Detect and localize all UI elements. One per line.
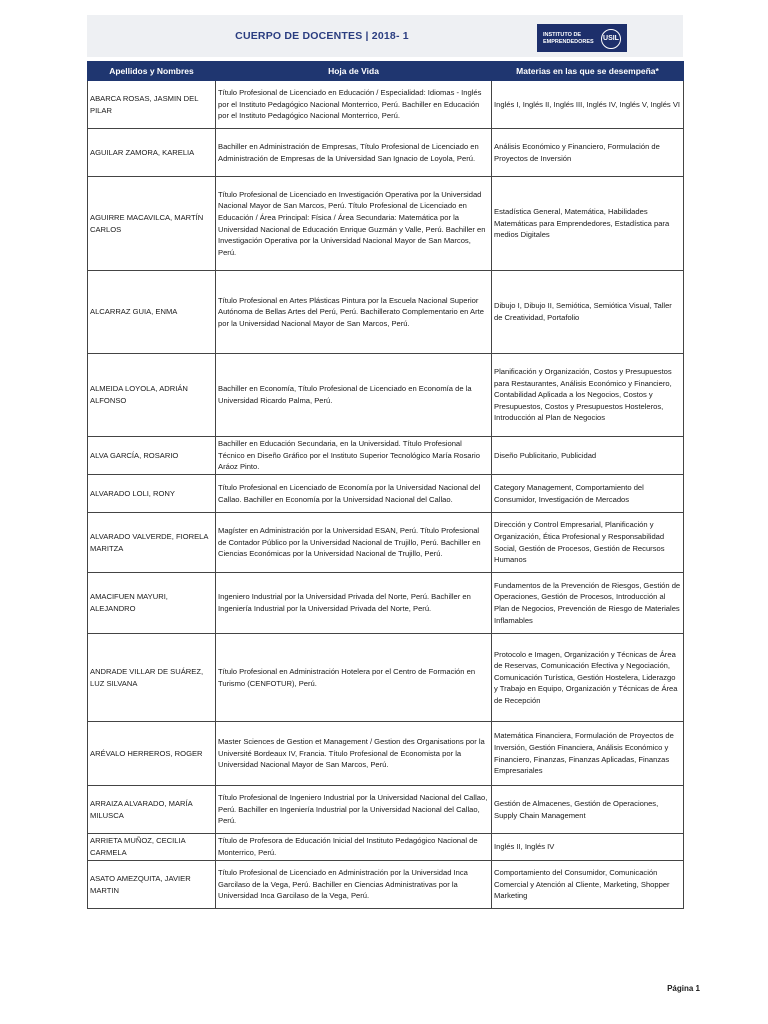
cell-cv: Bachiller en Administración de Empresas, Título Profesional de Licenciado en Administración de Empresas de la Universidad San Ignacio de Loyola, Perú. [216,129,492,177]
cell-cv: Título Profesional de Ingeniero Industrial por la Universidad Nacional del Callao, Perú. Bachiller en Ingeniería Industrial por la Universidad Nacional del Callao, Perú. [216,786,492,834]
institute-logo [537,24,627,52]
table-row [88,271,684,354]
table-row [88,786,684,834]
cell-subjects: Análisis Económico y Financiero, Formulación de Proyectos de Inversión [492,129,684,177]
cell-subjects: Gestión de Almacenes, Gestión de Operaciones, Supply Chain Management [492,786,684,834]
table-row [88,573,684,634]
table-row [88,722,684,786]
cell-name: ALVA GARCÍA, ROSARIO [88,437,216,475]
table-row [88,81,684,129]
cell-cv: Título de Profesora de Educación Inicial del Instituto Pedagógico Nacional de Monterrico, Perú. [216,834,492,861]
cell-subjects: Inglés I, Inglés II, Inglés III, Inglés IV, Inglés V, Inglés VI [492,81,684,129]
cell-cv: Título Profesional de Licenciado en Educación / Especialidad: Idiomas - Inglés por el Instituto Pedagógico Nacional Monterrico, Perú. Bachiller en Educación por el Instituto Pedagógico Nacional Monterrico, Perú. [216,81,492,129]
cell-subjects: Protocolo e Imagen, Organización y Técnicas de Área de Reservas, Comunicación Efectiva y Negociación, Comunicación Turística, Gestión Hostelera, Liderazgo y Trabajo en Equipo, Organización y Técnicas de Área de Recepción [492,634,684,722]
table-row [88,834,684,861]
cell-subjects: Matemática Financiera, Formulación de Proyectos de Inversión, Gestión Financiera, Análisis Económico y Financiero, Finanzas, Finanzas Aplicadas, Finanzas Empresariales [492,722,684,786]
table-row [88,634,684,722]
cell-cv: Bachiller en Educación Secundaria, en la Universidad. Título Profesional Técnico en Diseño Gráfico por el Instituto Superior Tecnológico María Rosario Aráoz Pinto. [216,437,492,475]
column-header-subjects: Materias en las que se desempeña* [492,62,684,81]
table-row [88,354,684,437]
cell-cv: Ingeniero Industrial por la Universidad Privada del Norte, Perú. Bachiller en Ingeniería Industrial por la Universidad Privada del Norte, Perú. [216,573,492,634]
cell-subjects: Category Management, Comportamiento del Consumidor, Investigación de Mercados [492,475,684,513]
table-row [88,129,684,177]
cell-cv: Título Profesional en Administración Hotelera por el Centro de Formación en Turismo (CENFOTUR), Perú. [216,634,492,722]
cell-subjects: Dirección y Control Empresarial, Planificación y Organización, Ética Profesional y Responsabilidad Social, Gestión de Procesos, Gestión de Recursos Humanos [492,513,684,573]
table-row [88,861,684,909]
cell-subjects: Diseño Publicitario, Publicidad [492,437,684,475]
cell-name: ALMEIDA LOYOLA, ADRIÁN ALFONSO [88,354,216,437]
cell-cv: Bachiller en Economía, Título Profesional de Licenciado en Economía de la Universidad Ricardo Palma, Perú. [216,354,492,437]
cell-name: ANDRADE VILLAR DE SUÁREZ, LUZ SILVANA [88,634,216,722]
cell-cv: Título Profesional de Licenciado en Investigación Operativa por la Universidad Nacional Mayor de San Marcos, Perú. Título Profesional de Licenciado en Educación / Área Principal: Física / Área Secundaria: Matemática por la Universidad Nacional de Educación Enrique Guzmán y Valle, Perú. Bachiller en Investigación Operativa por la Universidad Nacional Mayor de San Marcos, Perú. [216,177,492,271]
logo-mark: USIL [601,29,621,49]
cell-name: ASATO AMEZQUITA, JAVIER MARTIN [88,861,216,909]
cell-subjects: Inglés II, Inglés IV [492,834,684,861]
column-header-cv: Hoja de Vida [216,62,492,81]
table-header-row [88,62,684,81]
cell-name: ALVARADO VALVERDE, FIORELA MARITZA [88,513,216,573]
cell-name: ABARCA ROSAS, JASMIN DEL PILAR [88,81,216,129]
faculty-table [87,61,684,909]
cell-name: AMACIFUEN MAYURI, ALEJANDRO [88,573,216,634]
cell-name: ARRAIZA ALVARADO, MARÍA MILUSCA [88,786,216,834]
cell-subjects: Comportamiento del Consumidor, Comunicación Comercial y Atención al Cliente, Marketing, Shopper Marketing [492,861,684,909]
table-row [88,437,684,475]
cell-name: ALVARADO LOLI, RONY [88,475,216,513]
cell-subjects: Planificación y Organización, Costos y Presupuestos para Restaurantes, Análisis Económico y Financiero, Contabilidad Aplicada a los Negocios, Costos y Presupuestos, Costos y Presupuestos Hosteleros, Introducción al Plan de Negocios [492,354,684,437]
table-row [88,475,684,513]
cell-subjects: Fundamentos de la Prevención de Riesgos, Gestión de Operaciones, Gestión de Procesos, Introducción al Plan de Negocios, Prevención de Riesgo de Materiales Inflamables [492,573,684,634]
cell-name: AGUILAR ZAMORA, KARELIA [88,129,216,177]
document-header [87,15,683,57]
cell-cv: Título Profesional en Licenciado de Economía por la Universidad Nacional del Callao. Bachiller en Economía por la Universidad Nacional del Callao. [216,475,492,513]
cell-cv: Magíster en Administración por la Universidad ESAN, Perú. Título Profesional de Contador Público por la Universidad Nacional de Trujillo, Perú. Bachiller en Ciencias Económicas por la Universidad Nacional de Trujillo, Perú. [216,513,492,573]
table-row [88,177,684,271]
cell-subjects: Dibujo I, Dibujo II, Semiótica, Semiótica Visual, Taller de Creatividad, Portafolio [492,271,684,354]
cell-name: AGUIRRE MACAVILCA, MARTÍN CARLOS [88,177,216,271]
cell-cv: Master Sciences de Gestion et Management / Gestion des Organisations por la Université Bordeaux IV, Francia. Título Profesional de Economista por la Universidad Nacional Mayor de San Marcos, Perú. [216,722,492,786]
logo-text: INSTITUTO DE EMPRENDEDORES [543,32,594,45]
cell-cv: Título Profesional en Artes Plásticas Pintura por la Escuela Nacional Superior Autónoma de Bellas Artes del Perú, Perú. Bachillerato Complementario en Arte por la Universidad Nacional Mayor de San Marcos, Perú. [216,271,492,354]
cell-cv: Título Profesional de Licenciado en Administración por la Universidad Inca Garcilaso de la Vega, Perú. Bachiller en Ciencias Administrativas por la Universidad Inca Garcilaso de la Vega, Perú. [216,861,492,909]
page-number: Página 1 [667,984,700,993]
document-title: CUERPO DE DOCENTES | 2018- 1 [235,30,409,42]
cell-name: ALCARRAZ GUIA, ENMA [88,271,216,354]
cell-name: ARRIETA MUÑOZ, CECILIA CARMELA [88,834,216,861]
table-row [88,513,684,573]
cell-name: ARÉVALO HERREROS, ROGER [88,722,216,786]
column-header-name: Apellidos y Nombres [88,62,216,81]
cell-subjects: Estadística General, Matemática, Habilidades Matemáticas para Emprendedores, Estadística para medios Digitales [492,177,684,271]
